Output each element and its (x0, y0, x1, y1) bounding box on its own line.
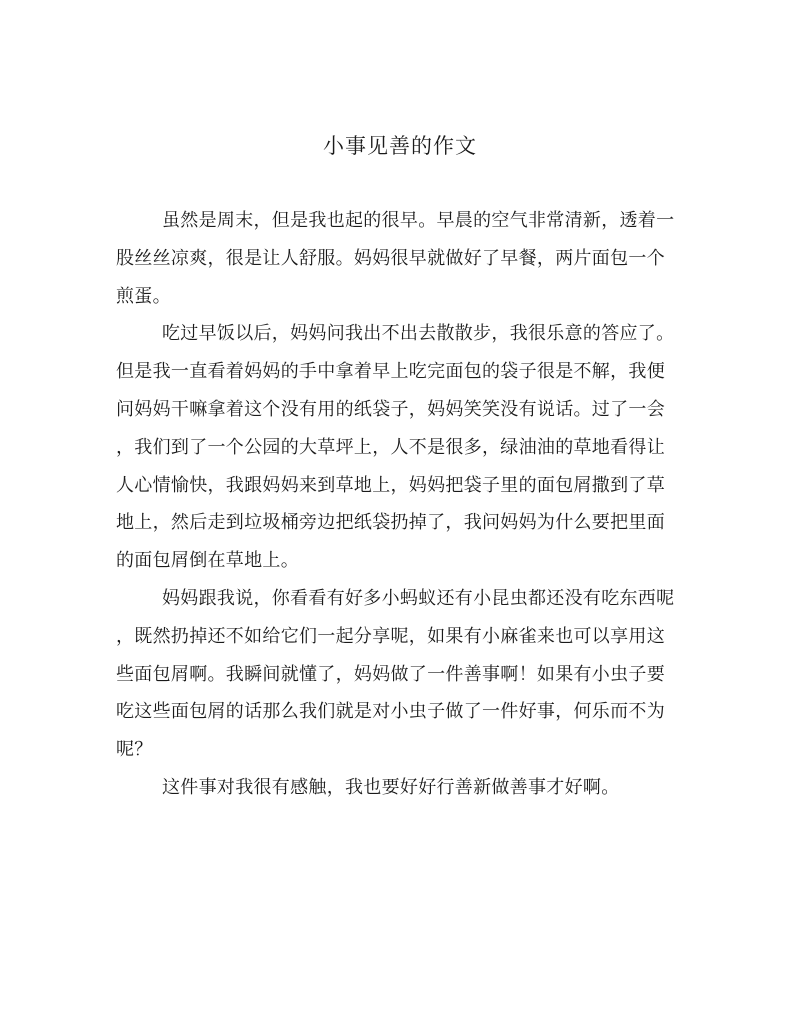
document-title: 小事见善的作文 (323, 134, 477, 158)
text-line: 些面包屑啊。我瞬间就懂了，妈妈做了一件善事啊！如果有小虫子要 (116, 663, 665, 685)
text-line: ，我们到了一个公园的大草坪上，人不是很多，绿油油的草地看得让 (116, 436, 665, 458)
text-line: 地上，然后走到垃圾桶旁边把纸袋扔掉了，我问妈妈为什么要把里面 (116, 512, 665, 534)
text-line: 问妈妈干嘛拿着这个没有用的纸袋子，妈妈笑笑没有说话。过了一会 (116, 398, 665, 420)
text-line: 吃这些面包屑的话那么我们就是对小虫子做了一件好事，何乐而不为 (116, 701, 665, 723)
text-line: 吃过早饭以后，妈妈问我出不出去散散步，我很乐意的答应了。 (162, 323, 675, 345)
text-line: 的面包屑倒在草地上。 (116, 550, 299, 572)
text-line: 股丝丝凉爽，很是让人舒服。妈妈很早就做好了早餐，两片面包一个 (116, 247, 665, 269)
text-line: 煎蛋。 (116, 285, 171, 307)
text-line: 人心情愉快，我跟妈妈来到草地上，妈妈把袋子里的面包屑撒到了草 (116, 474, 665, 496)
text-line: 虽然是周末，但是我也起的很早。早晨的空气非常清新，透着一 (162, 210, 675, 231)
text-line: 呢？ (116, 739, 153, 761)
text-line: ，既然扔掉还不如给它们一起分享呢，如果有小麻雀来也可以享用这 (116, 625, 665, 647)
text-line: 这件事对我很有感触，我也要好好行善新做善事才好啊。 (162, 776, 620, 798)
text-line: 妈妈跟我说，你看看有好多小蚂蚁还有小昆虫都还没有吃东西呢 (162, 587, 675, 609)
document-body (116, 202, 676, 807)
text-line: 但是我一直看着妈妈的手中拿着早上吃完面包的袋子很是不解，我便 (116, 361, 665, 383)
